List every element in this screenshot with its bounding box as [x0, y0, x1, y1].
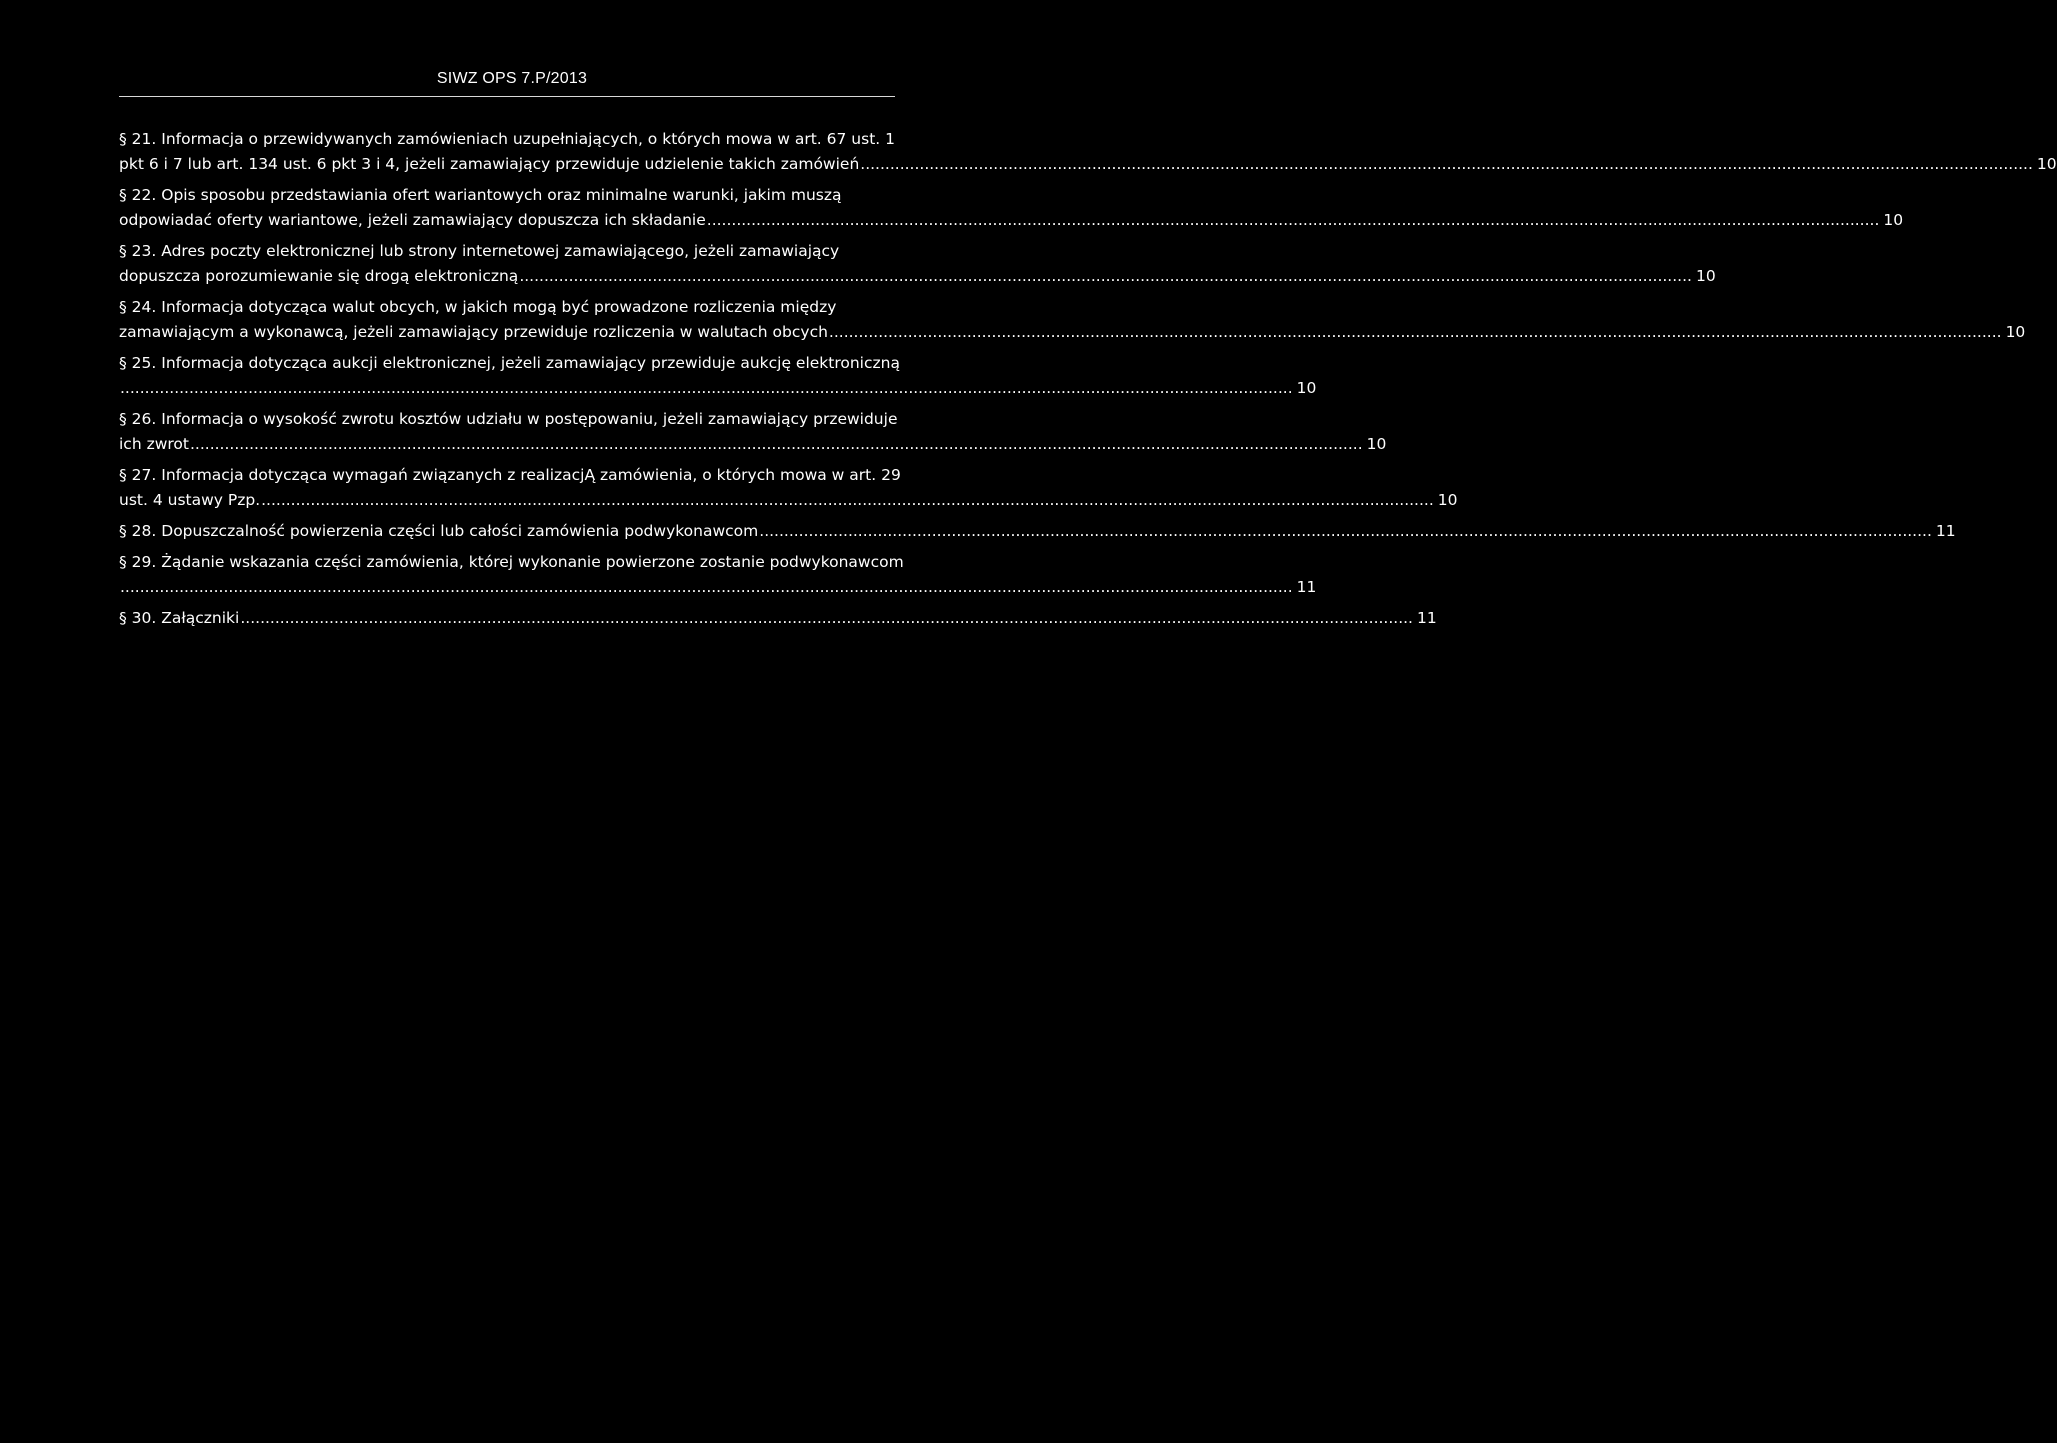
toc-entry-text: ich zwrot	[119, 435, 189, 453]
toc-entry[interactable]	[119, 407, 1387, 457]
toc-page-number: 10	[1366, 435, 1387, 453]
toc-entry[interactable]	[119, 127, 2057, 177]
toc-entry-text: § 23. Adres poczty elektronicznej lub strony internetowej zamawiającego, jeżeli zamawiający	[119, 242, 840, 260]
toc-entry[interactable]	[119, 351, 1317, 401]
toc-entry-text: ust. 4 ustawy Pzp.	[119, 491, 261, 509]
toc-entry[interactable]	[119, 295, 2026, 345]
toc-entry-text: § 28. Dopuszczalność powierzenia części lub całości zamówienia podwykonawcom	[119, 522, 759, 540]
toc-page-number: 11	[1935, 522, 1956, 540]
toc-leader-dots	[120, 376, 1293, 401]
toc-entry-text: § 30. Załączniki	[119, 609, 240, 627]
toc-entry-text: odpowiadać oferty wariantowe, jeżeli zamawiający dopuszcza ich składanie	[119, 211, 706, 229]
toc-page-number: 10	[1437, 491, 1458, 509]
toc-entry-text: pkt 6 i 7 lub art. 134 ust. 6 pkt 3 i 4, jeżeli zamawiający przewiduje udzielenie takich zamówień	[119, 155, 860, 173]
toc-entry[interactable]	[119, 606, 1437, 631]
toc-entry[interactable]	[119, 239, 1716, 289]
toc-leader-dots	[261, 488, 1434, 513]
toc-page-number: 10	[2036, 155, 2057, 173]
toc-entry[interactable]	[119, 519, 1956, 544]
page-header-title: SIWZ OPS 7.P/2013	[436, 70, 588, 87]
toc-entry-text: § 25. Informacja dotycząca aukcji elektronicznej, jeżeli zamawiający przewiduje aukcję elektroniczną	[119, 354, 900, 372]
toc-leader-dots	[240, 606, 1413, 631]
toc-entry-text: dopuszcza porozumiewanie się drogą elektroniczną	[119, 267, 519, 285]
table-of-contents	[119, 127, 2057, 637]
toc-entry-text: § 22. Opis sposobu przedstawiania ofert wariantowych oraz minimalne warunki, jakim muszą	[119, 186, 842, 204]
toc-entry[interactable]	[119, 183, 1904, 233]
toc-entry-text: § 29. Żądanie wskazania części zamówienia, której wykonanie powierzone zostanie podwykonawcom	[119, 553, 904, 571]
toc-leader-dots	[829, 320, 2002, 345]
toc-entry-text: § 24. Informacja dotycząca walut obcych, w jakich mogą być prowadzone rozliczenia między	[119, 298, 837, 316]
toc-leader-dots	[190, 432, 1363, 457]
toc-entry[interactable]	[119, 463, 1458, 513]
toc-entry[interactable]	[119, 550, 1317, 600]
toc-page-number: 10	[1296, 379, 1317, 397]
toc-page-number: 10	[1695, 267, 1716, 285]
toc-page-number: 11	[1417, 609, 1437, 627]
toc-page-number: 11	[1296, 578, 1317, 596]
toc-entry-text: § 27. Informacja dotycząca wymagań związanych z realizacjĄ zamówienia, o których mowa w art. 29	[119, 466, 901, 484]
toc-leader-dots	[120, 575, 1293, 600]
toc-page-number: 10	[1883, 211, 1904, 229]
toc-leader-dots	[519, 264, 1692, 289]
toc-page-number: 10	[2005, 323, 2026, 341]
toc-entry-text: zamawiającym a wykonawcą, jeżeli zamawiający przewiduje rozliczenia w walutach obcych	[119, 323, 828, 341]
toc-leader-dots	[759, 519, 1932, 544]
header-rule	[119, 96, 895, 97]
toc-leader-dots	[707, 208, 1880, 233]
toc-entry-text: § 21. Informacja o przewidywanych zamówieniach uzupełniających, o których mowa w art. 67 ust. 1	[119, 130, 895, 148]
toc-entry-text: § 26. Informacja o wysokość zwrotu kosztów udziału w postępowaniu, jeżeli zamawiający przewiduje	[119, 410, 898, 428]
toc-leader-dots	[860, 152, 2033, 177]
